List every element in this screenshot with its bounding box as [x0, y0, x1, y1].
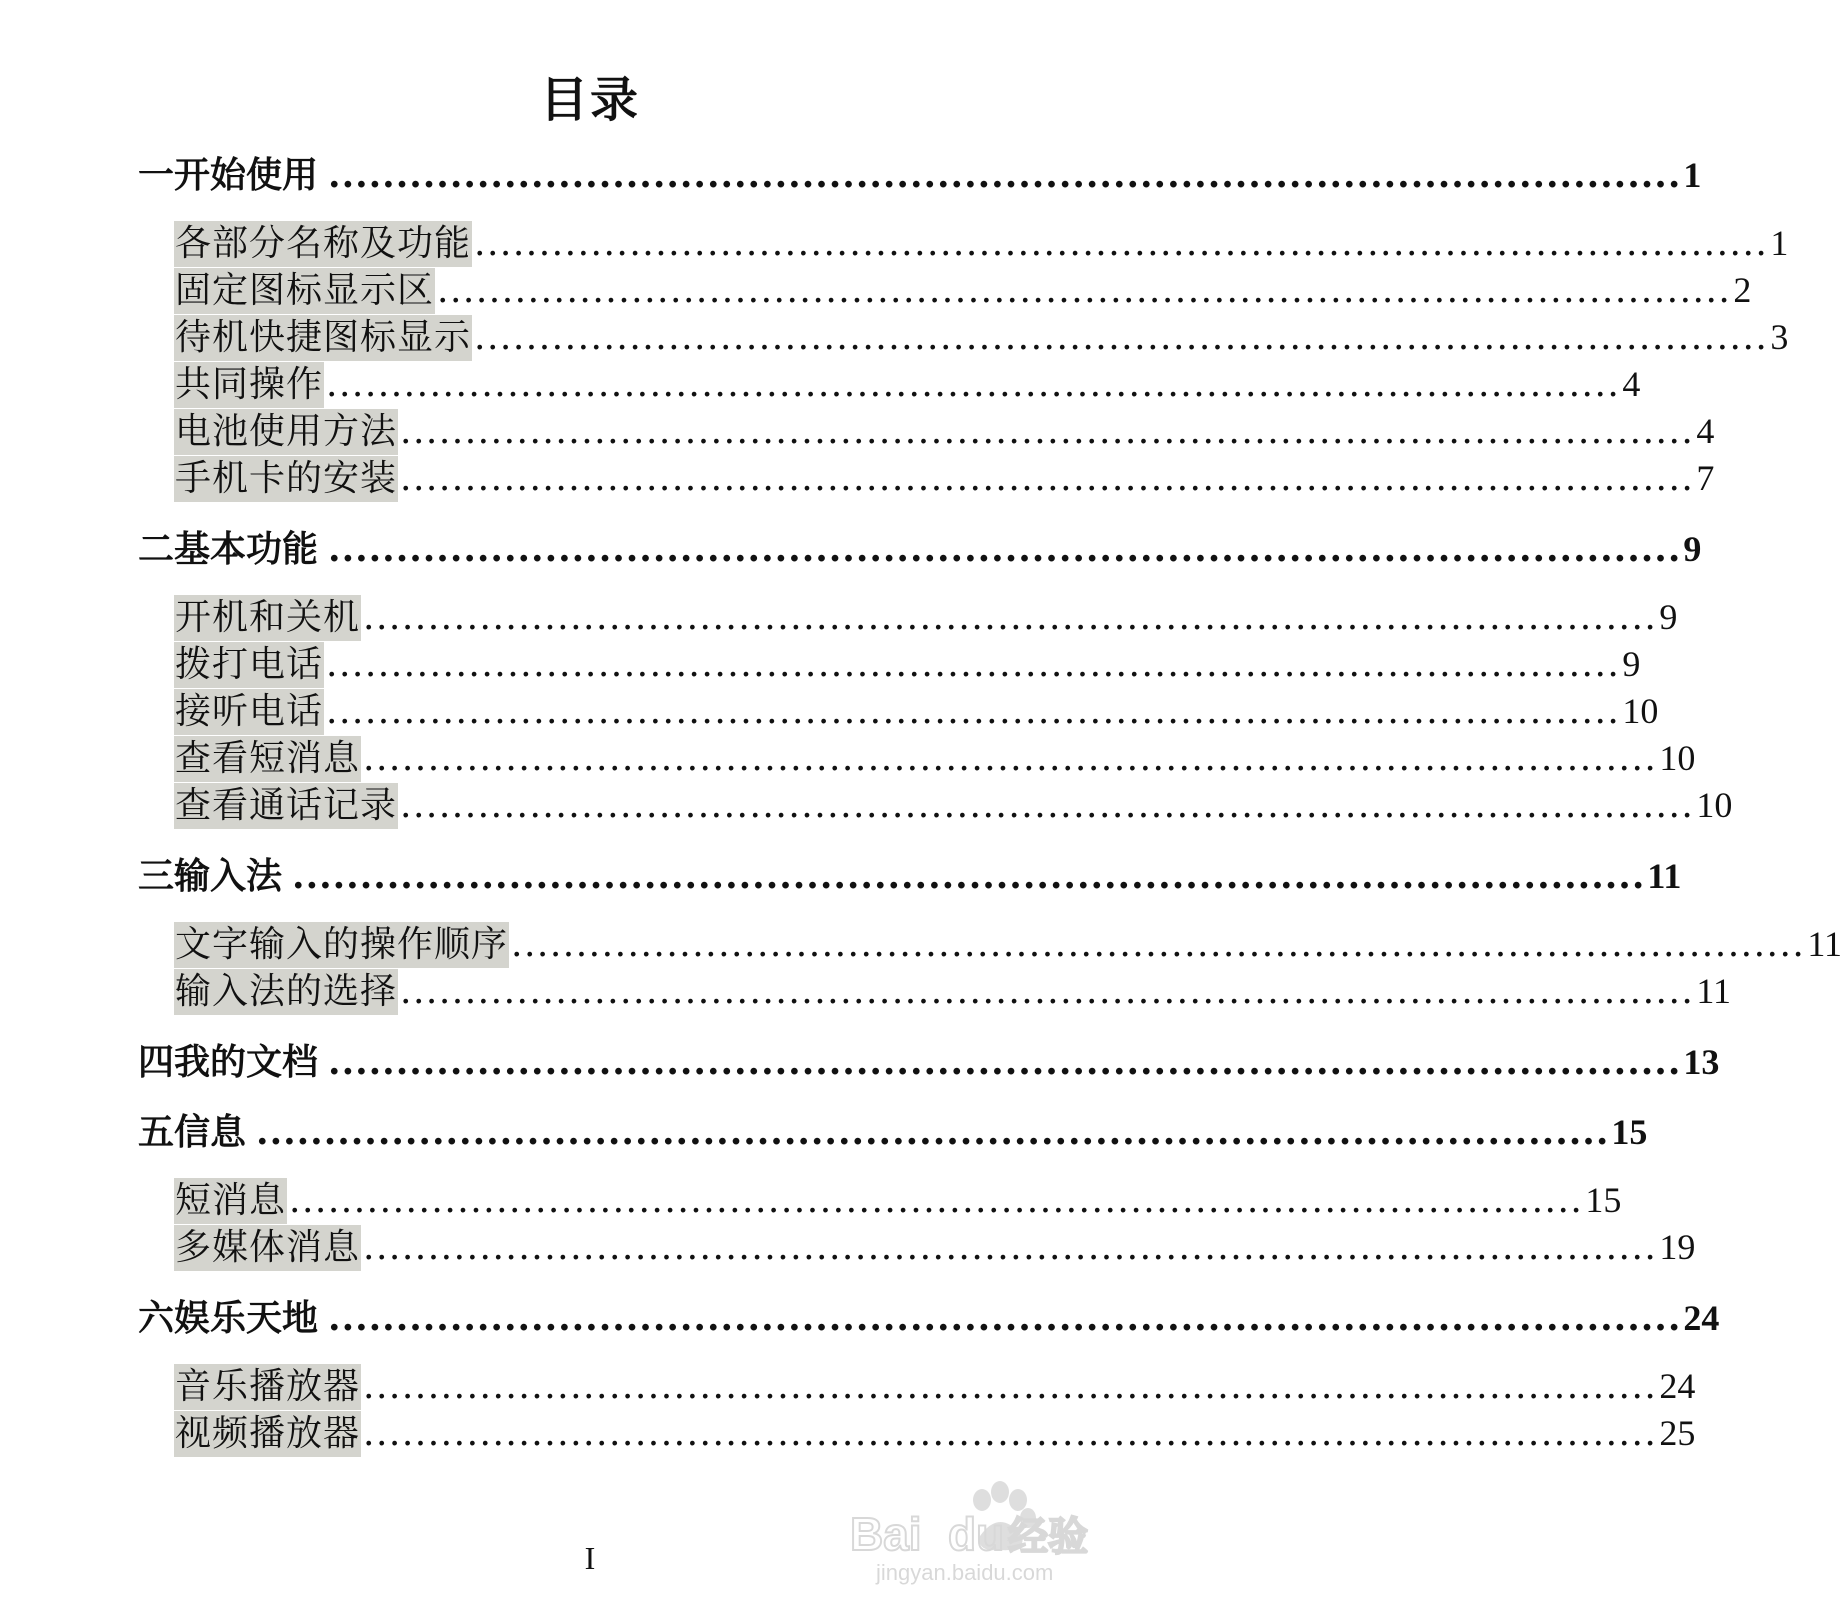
chapter-number: 五 [138, 1111, 175, 1153]
chapter-title: 我的文档 [174, 1041, 319, 1083]
dot-leader: .................................................................................................... [326, 644, 1621, 685]
section-title: 视频播放器 [174, 1411, 361, 1457]
chapter-page: 24 [1683, 1298, 1720, 1338]
toc-chapter-5[interactable] [138, 1107, 1648, 1157]
chapter-page: 1 [1683, 155, 1702, 195]
toc-section[interactable] [174, 782, 1733, 828]
toc-section[interactable] [174, 921, 1842, 967]
dot-leader: .................................................................................................... [363, 1227, 1658, 1268]
toc-section[interactable] [174, 968, 1732, 1014]
chapter-title: 娱乐天地 [174, 1297, 319, 1339]
chapter-number: 三 [138, 855, 175, 897]
section-title: 手机卡的安装 [174, 456, 398, 502]
toc-section[interactable] [174, 455, 1715, 501]
section-page: 11 [1807, 924, 1842, 964]
section-title: 多媒体消息 [174, 1225, 361, 1271]
chapter-title: 输入法 [174, 855, 283, 897]
dot-leader: .................................................................................................... [511, 924, 1806, 965]
dot-leader: .................................................................................................... [289, 1180, 1584, 1221]
dot-leader: .................................................................................................... [363, 597, 1658, 638]
chapter-title: 信息 [174, 1111, 247, 1153]
section-page: 25 [1659, 1413, 1696, 1453]
toc-section[interactable] [174, 641, 1641, 687]
section-title: 共同操作 [174, 362, 324, 408]
svg-text:Bai: Bai [850, 1508, 922, 1560]
section-page: 11 [1696, 971, 1732, 1011]
section-title: 查看短消息 [174, 736, 361, 782]
section-page: 4 [1622, 364, 1641, 404]
section-page: 10 [1659, 738, 1696, 778]
section-title: 开机和关机 [174, 595, 361, 641]
section-page: 2 [1733, 270, 1752, 310]
chapter-number: 一 [138, 154, 175, 196]
section-page: 19 [1659, 1227, 1696, 1267]
chapter-page: 13 [1683, 1042, 1720, 1082]
dot-leader: .................................................................................................... [400, 971, 1695, 1012]
toc-section[interactable] [174, 688, 1659, 734]
dot-leader: .................................................................................................... [363, 1366, 1658, 1407]
page-title: 目录 [539, 72, 640, 128]
dot-leader: .................................................................................................... [400, 785, 1695, 826]
dot-leader: .................................................................................................... [363, 738, 1658, 779]
svg-text:经验: 经验 [1008, 1514, 1088, 1560]
dot-leader: .................................................................................................... [400, 411, 1695, 452]
chapter-number: 四 [138, 1041, 175, 1083]
toc-section[interactable] [174, 314, 1789, 360]
dot-leader: .................................................................................................... [474, 317, 1769, 358]
dot-leader: .................................................................................................... [474, 223, 1769, 264]
dot-leader: .................................................................................................... [256, 1111, 1610, 1153]
chapter-page: 11 [1647, 856, 1682, 896]
toc-section[interactable] [174, 220, 1789, 266]
section-title: 查看通话记录 [174, 783, 398, 829]
dot-leader: .................................................................................................... [437, 270, 1732, 311]
page-number-footer: I [584, 1540, 596, 1576]
section-title: 输入法的选择 [174, 969, 398, 1015]
svg-text:du: du [948, 1508, 1005, 1560]
section-title: 拨打电话 [174, 642, 324, 688]
section-title: 接听电话 [174, 689, 324, 735]
section-page: 9 [1659, 597, 1678, 637]
section-page: 24 [1659, 1366, 1696, 1406]
chapter-title: 基本功能 [174, 528, 319, 570]
section-page: 15 [1585, 1180, 1622, 1220]
toc-chapter-4[interactable] [138, 1037, 1720, 1087]
dot-leader: .................................................................................................... [400, 458, 1695, 499]
section-page: 10 [1696, 785, 1733, 825]
section-page: 3 [1770, 317, 1789, 357]
dot-leader: .................................................................................................... [326, 691, 1621, 732]
toc-section[interactable] [174, 361, 1641, 407]
section-title: 电池使用方法 [174, 409, 398, 455]
section-title: 音乐播放器 [174, 1364, 361, 1410]
dot-leader: .................................................................................................... [326, 364, 1621, 405]
section-title: 各部分名称及功能 [174, 221, 472, 267]
section-title: 文字输入的操作顺序 [174, 922, 509, 968]
toc-section[interactable] [174, 1410, 1696, 1456]
toc-section[interactable] [174, 1224, 1696, 1270]
toc-chapter-3[interactable] [138, 851, 1682, 901]
dot-leader: .................................................................................................... [328, 1041, 1682, 1083]
section-page: 7 [1696, 458, 1715, 498]
toc-section[interactable] [174, 408, 1715, 454]
chapter-page: 15 [1611, 1112, 1648, 1152]
section-title: 短消息 [174, 1178, 287, 1224]
chapter-page: 9 [1683, 529, 1702, 569]
toc-section[interactable] [174, 594, 1678, 640]
toc-chapter-2[interactable] [138, 524, 1702, 574]
section-page: 1 [1770, 223, 1789, 263]
dot-leader: .................................................................................................... [328, 154, 1682, 196]
chapter-number: 六 [138, 1297, 175, 1339]
toc-chapter-6[interactable] [138, 1293, 1720, 1343]
section-title: 固定图标显示区 [174, 268, 435, 314]
svg-text:jingyan.baidu.com: jingyan.baidu.com [876, 1560, 1054, 1585]
dot-leader: .................................................................................................... [328, 1297, 1682, 1339]
section-page: 10 [1622, 691, 1659, 731]
section-page: 9 [1622, 644, 1641, 684]
dot-leader: .................................................................................................... [363, 1413, 1658, 1454]
toc-section[interactable] [174, 1363, 1696, 1409]
chapter-title: 开始使用 [174, 154, 319, 196]
dot-leader: .................................................................................................... [328, 528, 1682, 570]
section-title: 待机快捷图标显示 [174, 315, 472, 361]
toc-section[interactable] [174, 267, 1752, 313]
dot-leader: .................................................................................................... [292, 855, 1646, 897]
toc-section[interactable] [174, 735, 1696, 781]
section-page: 4 [1696, 411, 1715, 451]
toc-chapter-1[interactable] [138, 150, 1702, 200]
toc-section[interactable] [174, 1177, 1622, 1223]
chapter-number: 二 [138, 528, 175, 570]
